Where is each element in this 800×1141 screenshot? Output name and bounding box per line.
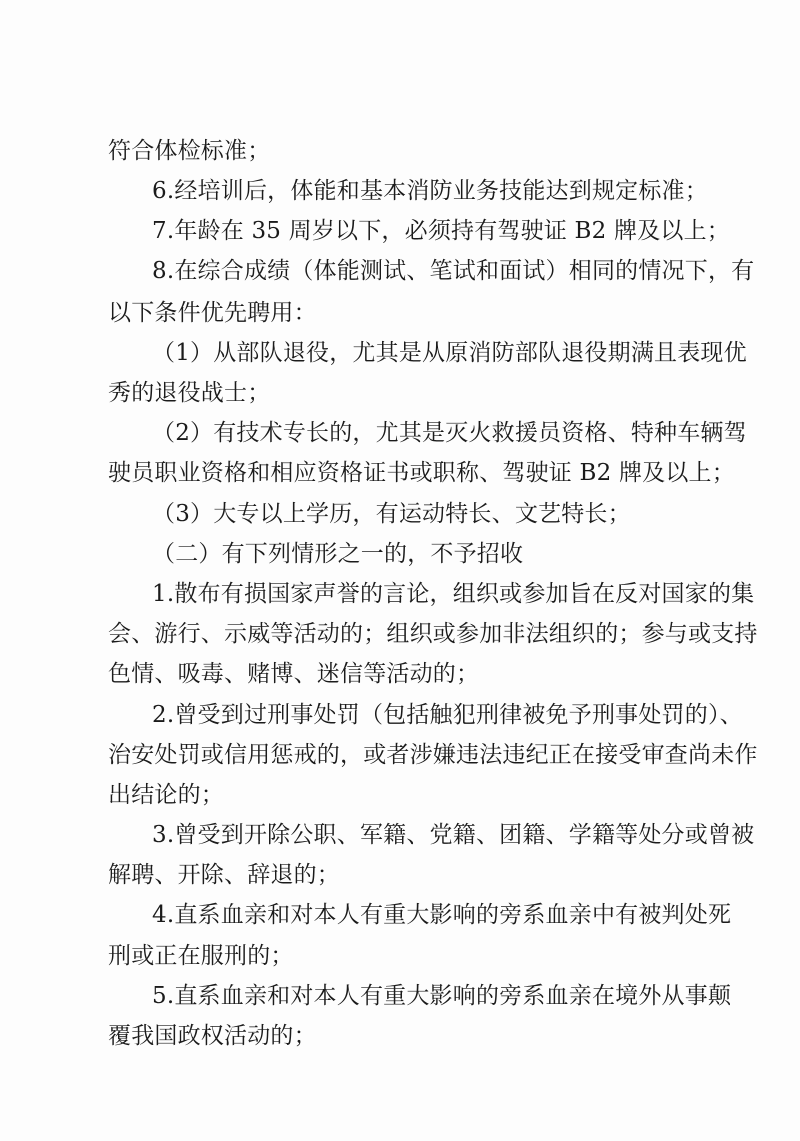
- text-line: 以下条件优先聘用：: [108, 300, 317, 326]
- text-line: 2.曾受到过刑事处罚（包括触犯刑律被免予刑事处罚的）、: [152, 702, 743, 728]
- text-line: 3.曾受到开除公职、军籍、党籍、团籍、学籍等处分或曾被: [152, 822, 755, 848]
- text-line: 覆我国政权活动的；: [108, 1023, 317, 1049]
- text-line: 5.直系血亲和对本人有重大影响的旁系血亲在境外从事颠: [152, 983, 732, 1009]
- text-line: 符合体检标准；: [108, 138, 271, 164]
- text-line: 治安处罚或信用惩戒的，或者涉嫌违法违纪正在接受审查尚未作: [108, 742, 758, 768]
- text-line: 解聘、开除、辞退的；: [108, 862, 340, 888]
- text-line: （2）有技术专长的，尤其是灭火救援员资格、特种车辆驾: [152, 420, 747, 446]
- text-line: （1）从部队退役，尤其是从原消防部队退役期满且表现优: [152, 340, 747, 366]
- text-line: 色情、吸毒、赌博、迷信等活动的；: [108, 661, 480, 687]
- text-line: 7.年龄在 35 周岁以下，必须持有驾驶证 B2 牌及以上；: [152, 218, 730, 244]
- text-line: 8.在综合成绩（体能测试、笔试和面试）相同的情况下，有: [152, 258, 755, 284]
- section-heading: （二）有下列情形之一的，不予招收: [152, 541, 524, 567]
- text-line: 驶员职业资格和相应资格证书或职称、驾驶证 B2 牌及以上；: [108, 460, 735, 486]
- text-line: （3）大专以上学历，有运动特长、文艺特长；: [152, 501, 631, 527]
- text-line: 出结论的；: [108, 782, 224, 808]
- text-line: 1.散布有损国家声誉的言论，组织或参加旨在反对国家的集: [152, 581, 755, 607]
- text-line: 4.直系血亲和对本人有重大影响的旁系血亲中有被判处死: [152, 902, 732, 928]
- text-line: 秀的退役战士；: [108, 380, 271, 406]
- text-line: 刑或正在服刑的；: [108, 943, 294, 969]
- text-line: 会、游行、示威等活动的；组织或参加非法组织的；参与或支持: [108, 621, 758, 647]
- text-line: 6.经培训后，体能和基本消防业务技能达到规定标准；: [152, 178, 708, 204]
